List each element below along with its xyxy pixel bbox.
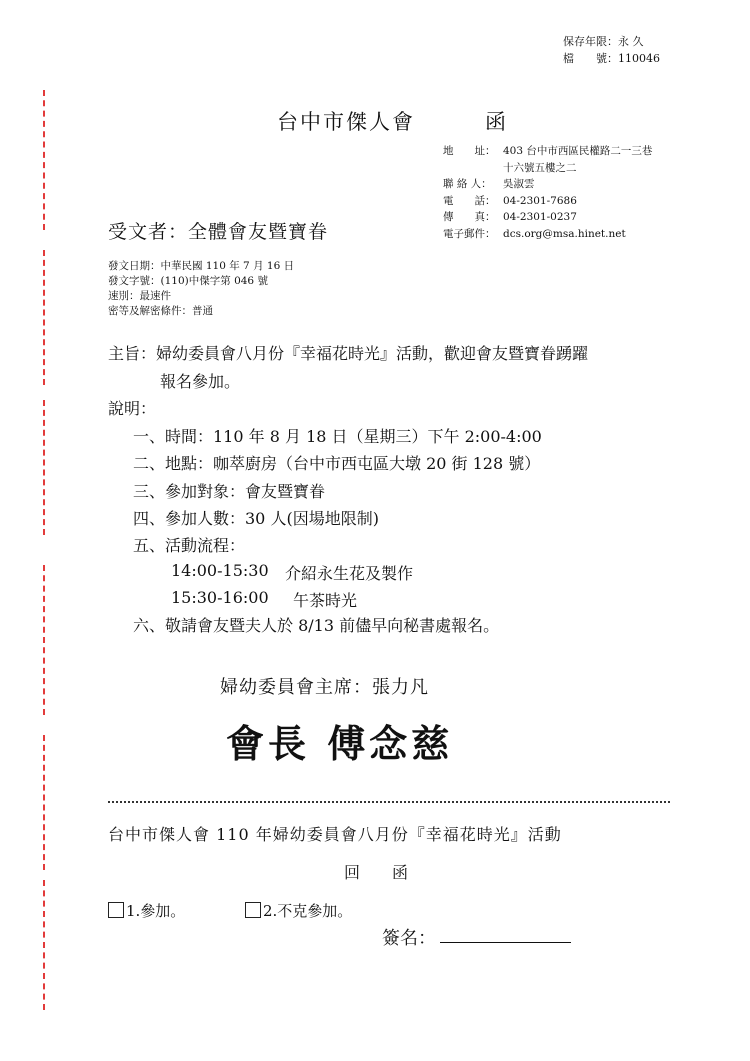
explain-label: 說明： — [108, 399, 157, 418]
file-number: 檔 號：110046 — [563, 52, 660, 65]
urgency: 速別：最速件 — [108, 290, 171, 302]
item-audience: 三、參加對象：會友暨寶眷 — [133, 482, 326, 501]
binding-line-seg-1 — [43, 90, 45, 230]
item-location: 二、地點：咖萃廚房（台中市西屯區大墩 20 街 128 號） — [133, 454, 541, 473]
option-attend[interactable] — [108, 900, 185, 921]
schedule-time-2: 15:30-16:00 — [171, 588, 269, 607]
contact-row: 電 話： 04-2301-7686 — [443, 194, 577, 207]
reply-heading: 回 函 — [344, 863, 409, 882]
doc-type: 函 — [485, 110, 508, 134]
org-title: 台中市傑人會 — [277, 110, 415, 134]
attend-label: 1.參加。 — [126, 902, 186, 920]
contact-row: 十六號五樓之二 — [503, 161, 577, 174]
schedule-activity-1: 介紹永生花及製作 — [285, 564, 414, 583]
option-decline[interactable] — [245, 900, 352, 921]
decline-checkbox[interactable] — [245, 902, 261, 918]
issue-number: 發文字號：(110)中傑字第 046 號 — [108, 275, 268, 287]
retention-period: 保存年限：永 久 — [563, 35, 644, 48]
binding-line-seg-5 — [43, 735, 45, 870]
contact-block — [443, 143, 652, 242]
attend-checkbox[interactable] — [108, 902, 124, 918]
subject-line-2: 報名參加。 — [160, 372, 241, 391]
issue-date: 發文日期：中華民國 110 年 7 月 16 日 — [108, 260, 295, 272]
cut-line — [108, 801, 670, 803]
recipient: 受文者：全體會友暨寶眷 — [108, 221, 329, 243]
item-capacity: 四、參加人數：30 人(因場地限制) — [133, 509, 379, 528]
schedule-time-1: 14:00-15:30 — [171, 561, 269, 580]
president-signature: 會長 傅念慈 — [226, 722, 454, 766]
binding-line-seg-2 — [43, 250, 45, 385]
binding-line-seg-4 — [43, 565, 45, 715]
item-schedule-label: 五、活動流程： — [133, 536, 246, 555]
signature-label: 簽名： — [382, 928, 436, 949]
chair-signature: 婦幼委員會主席：張力凡 — [220, 677, 429, 698]
contact-row: 電子郵件： dcs.org@msa.hinet.net — [443, 227, 626, 240]
security-level: 密等及解密條件：普通 — [108, 305, 213, 317]
signature-field[interactable] — [440, 942, 571, 943]
contact-row: 聯 絡 人： 吳淑雲 — [443, 178, 535, 190]
decline-label: 2.不克參加。 — [263, 902, 353, 920]
contact-row: 地 址： 403 台中市西區民權路二一三巷 — [443, 145, 653, 157]
subject-line-1: 主旨：婦幼委員會八月份『幸福花時光』活動，歡迎會友暨寶眷踴躍 — [108, 344, 589, 363]
schedule-activity-2: 午茶時光 — [293, 591, 358, 610]
binding-line-seg-3 — [43, 400, 45, 535]
reply-title: 台中市傑人會 110 年婦幼委員會八月份『幸福花時光』活動 — [108, 825, 562, 844]
contact-row: 傳 真： 04-2301-0237 — [443, 211, 577, 223]
binding-line-seg-6 — [43, 880, 45, 1010]
item-time: 一、時間：110 年 8 月 18 日（星期三）下午 2:00-4:00 — [133, 427, 542, 446]
item-registration: 六、敬請會友暨夫人於 8/13 前儘早向秘書處報名。 — [133, 616, 500, 635]
